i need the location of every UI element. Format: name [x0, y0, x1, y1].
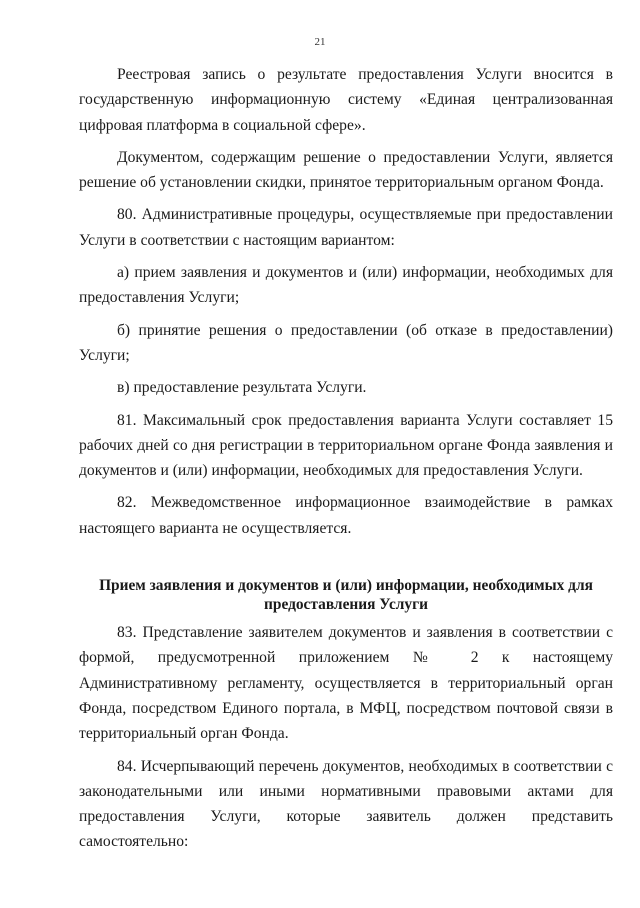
paragraph-80-b: б) принятие решения о предоставлении (об отказе в предоставлении) Услуги;	[79, 321, 613, 364]
paragraph-83: 83. Представление заявителем документов и заявления в соответствии с формой, предусмотренной приложением № 2 к настоящему Административному регламенту, осуществляется в территориальный орган Фонда, посредством Единого портала, в МФЦ, посредством почтовой связи в территориальный орган Фонда.	[79, 624, 613, 743]
paragraph-80-v: в) предоставление результата Услуги.	[117, 379, 367, 397]
page-number: 21	[314, 36, 326, 48]
section-heading-line-2: предоставления Услуги	[264, 596, 428, 614]
paragraph-80: 80. Административные процедуры, осуществляемые при предоставлении Услуги в соответствии с настоящим вариантом:	[79, 206, 613, 249]
document-body	[79, 62, 613, 862]
paragraph-80-a: а) прием заявления и документов и (или) информации, необходимых для предоставления Услуги;	[79, 264, 613, 307]
paragraph-decision-document: Документом, содержащим решение о предоставлении Услуги, является решение об установлении скидки, принятое территориальным органом Фонда.	[79, 148, 613, 192]
paragraph-82: 82. Межведомственное информационное взаимодействие в рамках настоящего варианта не осуществляется.	[79, 494, 613, 537]
section-heading	[79, 576, 613, 614]
paragraph-84: 84. Исчерпывающий перечень документов, необходимых в соответствии с законодательными или иными нормативными правовыми актами для предоставления Услуги, которые заявитель должен представить самостоятельно:	[79, 757, 613, 851]
paragraph-81: 81. Максимальный срок предоставления варианта Услуги составляет 15 рабочих дней со дня регистрации в территориальном органе Фонда заявления и документов и (или) информации, необходимых для предоставления Услуги.	[79, 411, 613, 480]
section-heading-line-1: Прием заявления и документов и (или) информации, необходимых для	[99, 577, 593, 595]
paragraph-registry-entry: Реестровая запись о результате предоставления Услуги вносится в государственную информационную систему «Единая централизованная цифровая платформа в социальной сфере».	[79, 66, 613, 134]
